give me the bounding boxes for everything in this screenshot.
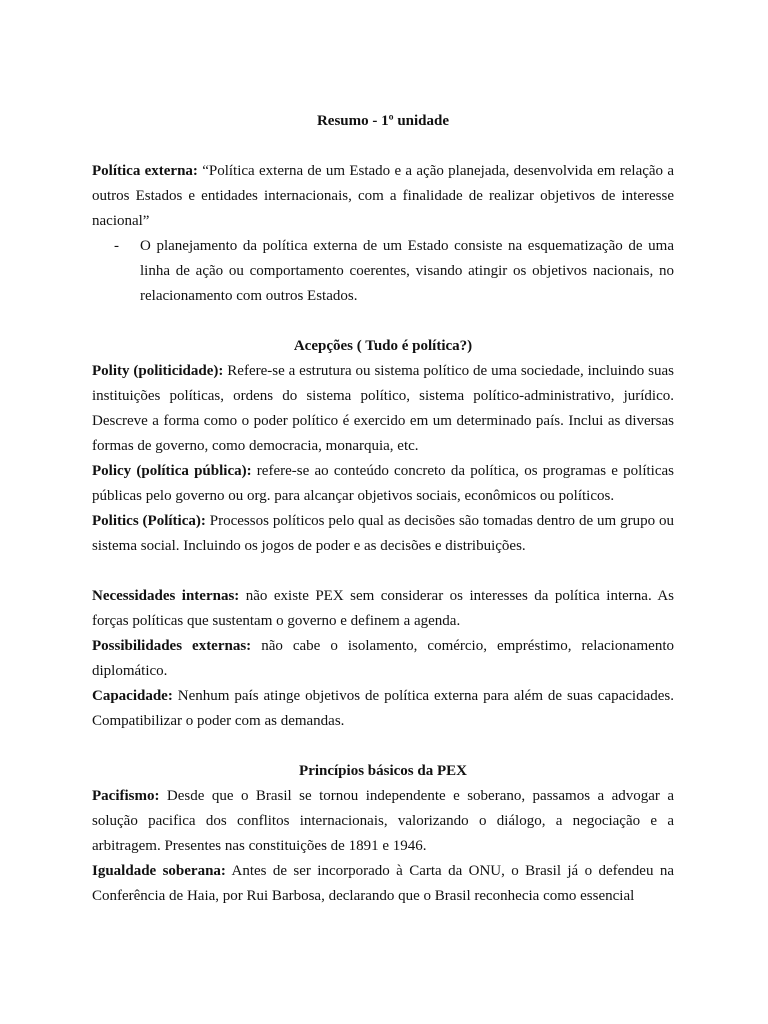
politics-term: Politics (Política): <box>92 513 206 529</box>
bullet-text: O planejamento da política externa de um Estado consiste na esquematização de uma linha de ação ou comportamento coerentes, visando atingir os objetivos nacionais, no relacionamento com outros Estados. <box>140 238 674 304</box>
document-title: Resumo - 1º unidade <box>316 113 450 129</box>
necessidades-text: não existe PEX sem considerar os interesses da política interna. As forças políticas que sustentam o governo e definem a agenda. <box>92 588 675 629</box>
pacifismo-text: Desde que o Brasil se tornou independente e soberano, passamos a advogar a solução pacifica dos conflitos internacionais, valorizando o diálogo, a negociação e a arbitragem. Presentes nas constituições de 1891 e 1946. <box>92 788 674 854</box>
politica-externa-text: “Política externa de um Estado e a ação planejada, desenvolvida em relação a outros Estados e entidades internacionais, com a finalidade de realizar objetivos de interesse nacional” <box>92 163 674 229</box>
dash-marker: - <box>114 238 119 254</box>
policy-text: refere-se ao conteúdo concreto da política, os programas e políticas públicas pelo governo ou org. para alcançar objetivos sociais, econômicos ou políticos. <box>92 463 674 504</box>
politica-externa-paragraph <box>92 159 674 234</box>
capacidade-text: Nenhum país atinge objetivos de política externa para além de suas capacidades. Compatibilizar o poder com as demandas. <box>92 688 674 729</box>
pacifismo-term: Pacifismo: <box>92 788 160 804</box>
politica-externa-term: Política externa: <box>92 163 198 179</box>
principios-heading: Princípios básicos da PEX <box>299 763 467 779</box>
politics-paragraph <box>92 509 674 559</box>
politics-text: Processos políticos pelo qual as decisões são tomadas dentro de um grupo ou sistema social. Incluindo os jogos de poder e as decisões e distribuições. <box>92 513 674 554</box>
polity-term: Polity (politicidade): <box>92 363 224 379</box>
igualdade-text: Antes de ser incorporado à Carta da ONU, o Brasil já o defendeu na Conferência de Haia, por Rui Barbosa, declarando que o Brasil reconhecia como essencial <box>92 863 674 904</box>
polity-text: Refere-se a estrutura ou sistema político de uma sociedade, incluindo suas instituições políticas, ordens do sistema político, sistema político-administrativo, jurídico. Descreve a forma como o poder político é exercido em um determinado país. Inclui as diversas formas de governo, como democracia, monarquia, etc. <box>92 363 674 454</box>
policy-term: Policy (política pública): <box>92 463 252 479</box>
possibilidades-paragraph <box>92 634 674 684</box>
necessidades-term: Necessidades internas: <box>92 588 240 604</box>
polity-paragraph <box>92 359 674 459</box>
possibilidades-text: não cabe o isolamento, comércio, empréstimo, relacionamento diplomático. <box>92 638 674 679</box>
politica-externa-bullet <box>92 234 674 309</box>
capacidade-paragraph <box>92 684 674 734</box>
capacidade-term: Capacidade: <box>92 688 173 704</box>
policy-paragraph <box>92 459 674 509</box>
necessidades-paragraph <box>92 584 674 634</box>
igualdade-term: Igualdade soberana: <box>92 863 226 879</box>
igualdade-paragraph <box>92 859 674 909</box>
pacifismo-paragraph <box>92 784 674 859</box>
possibilidades-term: Possibilidades externas: <box>92 638 252 654</box>
document-body <box>92 110 674 909</box>
acepcoes-heading: Acepções ( Tudo é política?) <box>293 338 473 354</box>
